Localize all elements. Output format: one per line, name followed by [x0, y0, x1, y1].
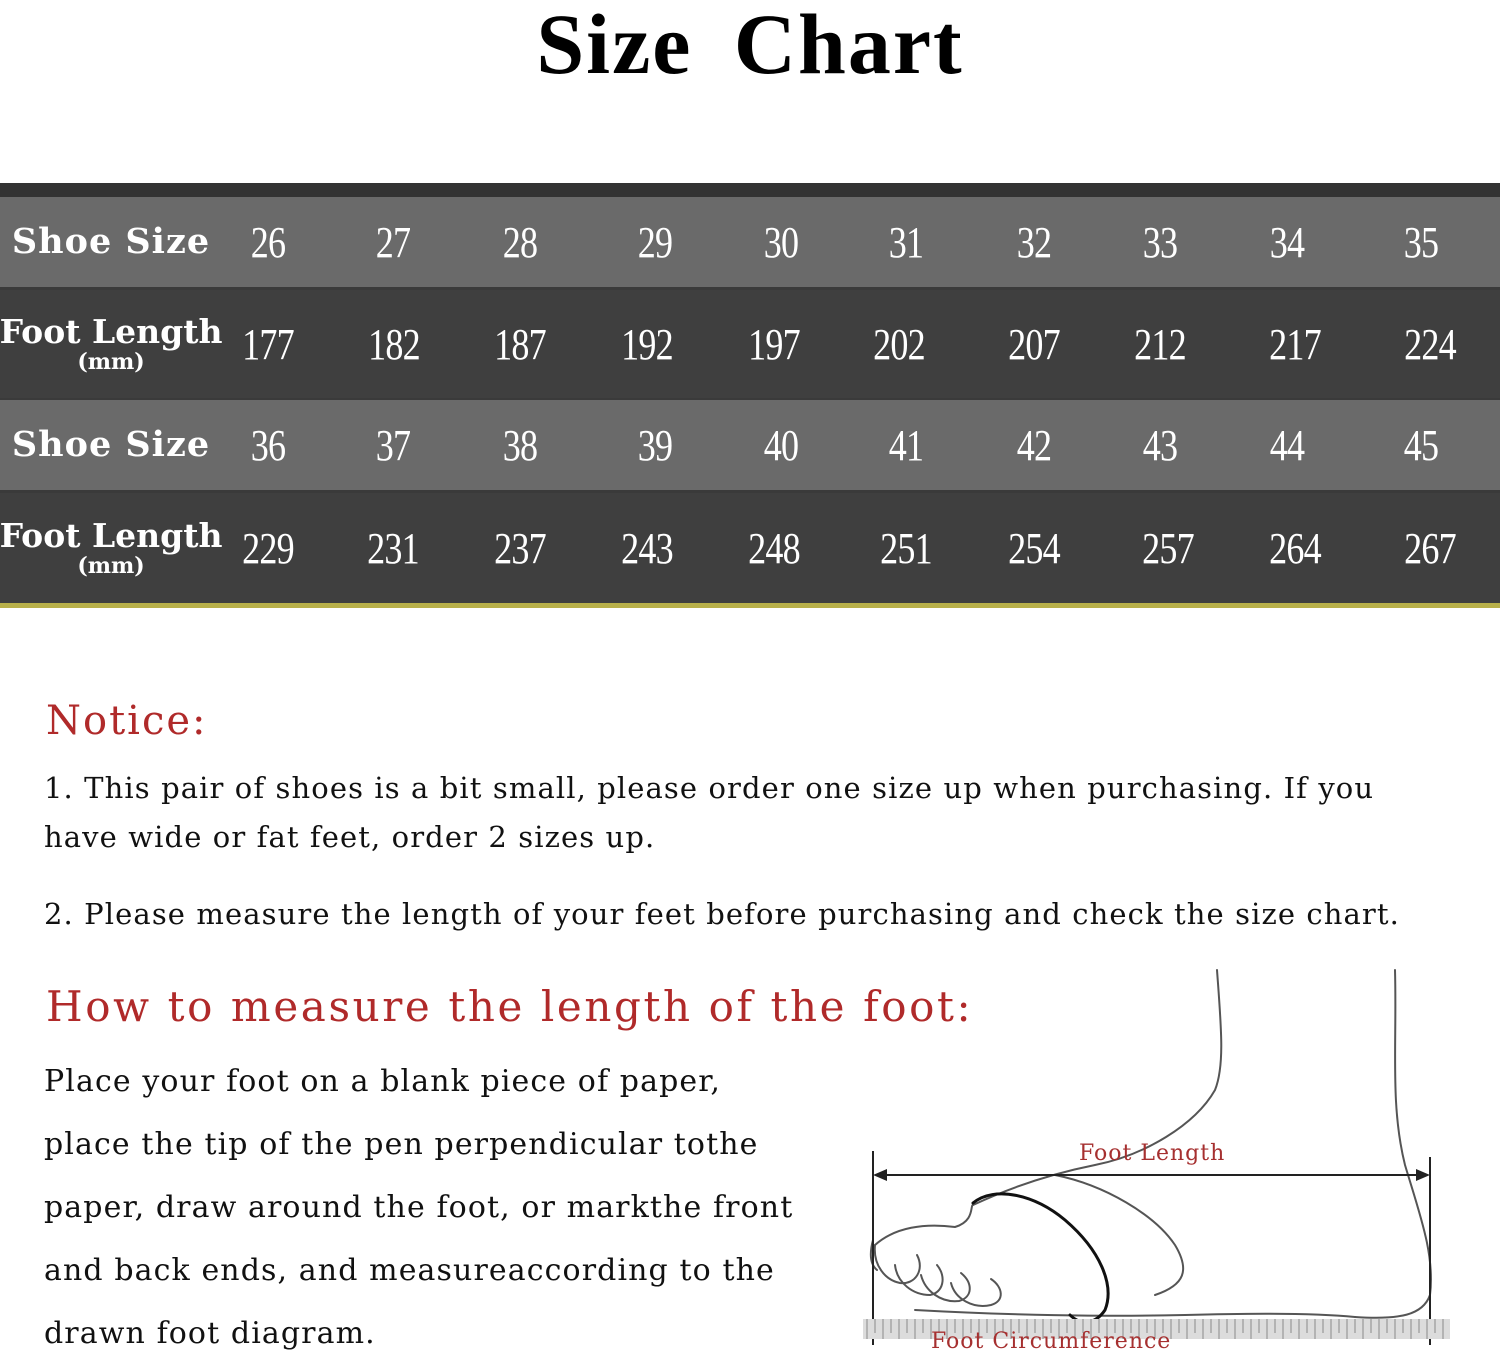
howto-line: drawn foot diagram.	[44, 1316, 376, 1351]
table-cell: 217	[1269, 319, 1321, 369]
table-cell: 202	[873, 319, 925, 369]
page-title: Size Chart	[536, 0, 964, 92]
table-row-foot-length-2	[0, 493, 1500, 603]
notice-heading: Notice:	[46, 698, 208, 744]
table-cell: 42	[1016, 420, 1052, 470]
row-label	[0, 197, 222, 287]
table-cell: 254	[1008, 523, 1060, 573]
table-cell: 248	[748, 523, 800, 573]
table-cell: 212	[1134, 319, 1186, 369]
table-cell: 44	[1269, 420, 1305, 470]
table-cell: 27	[375, 217, 411, 267]
table-cell: 41	[888, 420, 924, 470]
table-cell: 43	[1142, 420, 1178, 470]
howto-line: place the tip of the pen perpendicular tothe	[44, 1127, 759, 1162]
table-cell: 257	[1142, 523, 1194, 573]
table-cell: 30	[763, 217, 799, 267]
howto-line: and back ends, and measureaccording to the	[44, 1253, 775, 1288]
table-cell: 31	[888, 217, 924, 267]
foot-circumference-label: Foot Circumference	[931, 1329, 1172, 1354]
notice-item-1-line-1: 1. This pair of shoes is a bit small, please order one size up when purchasing. If you	[44, 771, 1375, 805]
table-cell: 35	[1403, 217, 1439, 267]
foot-diagram	[855, 965, 1455, 1356]
table-cell: 197	[748, 319, 800, 369]
row-label-main: Foot Length	[0, 516, 223, 555]
circumference-loop	[973, 1194, 1108, 1322]
row-label	[0, 400, 222, 490]
table-cell: 229	[242, 523, 294, 573]
table-cell: 267	[1404, 523, 1456, 573]
row-label-main: Shoe Size	[11, 221, 211, 262]
notice-item-1-line-2: have wide or fat feet, order 2 sizes up.	[44, 820, 656, 854]
foot-length-label: Foot Length	[1079, 1141, 1226, 1166]
howto-line: paper, draw around the foot, or markthe front	[44, 1190, 794, 1225]
table-cell: 182	[368, 319, 420, 369]
row-label-main: Foot Length	[0, 312, 223, 351]
table-cell: 38	[502, 420, 538, 470]
howto-heading: How to measure the length of the foot:	[46, 982, 974, 1031]
table-top-bar	[0, 183, 1500, 197]
table-cell: 32	[1016, 217, 1052, 267]
notice-item-1	[44, 764, 1444, 862]
table-row-shoe-size-1	[0, 197, 1500, 287]
table-cell: 34	[1269, 217, 1305, 267]
table-cell: 251	[880, 523, 932, 573]
table-row-shoe-size-2	[0, 400, 1500, 490]
row-label	[0, 290, 222, 398]
row-label	[0, 493, 222, 603]
table-cell: 36	[250, 420, 286, 470]
row-label-unit: (mm)	[77, 553, 145, 579]
table-bottom-line	[0, 603, 1500, 608]
table-cell: 231	[367, 523, 419, 573]
row-label-main: Shoe Size	[11, 424, 211, 465]
table-cell: 224	[1404, 319, 1456, 369]
table-cell: 264	[1269, 523, 1321, 573]
row-label-unit: (mm)	[77, 349, 145, 375]
table-cell: 177	[242, 319, 294, 369]
howto-body	[44, 1050, 834, 1365]
howto-line: Place your foot on a blank piece of paper,	[44, 1064, 722, 1099]
table-cell: 187	[494, 319, 546, 369]
table-cell: 26	[250, 217, 286, 267]
table-cell: 207	[1008, 319, 1060, 369]
notice-item-2: 2. Please measure the length of your feet before purchasing and check the size chart.	[44, 897, 1400, 931]
table-cell: 40	[763, 420, 799, 470]
table-cell: 45	[1403, 420, 1439, 470]
table-cell: 33	[1142, 217, 1178, 267]
table-cell: 28	[502, 217, 538, 267]
table-cell: 37	[375, 420, 411, 470]
table-row-foot-length-1	[0, 290, 1500, 398]
table-cell: 243	[621, 523, 673, 573]
size-table	[0, 183, 1500, 608]
table-cell: 39	[637, 420, 673, 470]
table-cell: 29	[637, 217, 673, 267]
table-cell: 237	[494, 523, 546, 573]
table-cell: 192	[621, 319, 673, 369]
